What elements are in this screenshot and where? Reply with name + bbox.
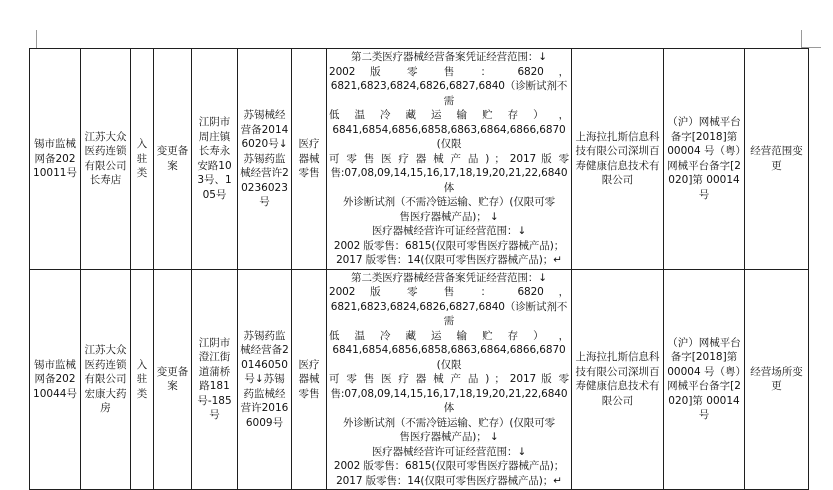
platform-no-cell: （沪）网械平台备字[2018]第 00004 号（粤）网械平台备字[2020]第 00014 号: [664, 269, 745, 490]
scope-line: 医疗器械经营许可证经营范围：↓: [371, 445, 527, 458]
address-cell: 江阴市澄江街道蒲桥路181号-185号: [192, 269, 238, 490]
scope-line: 第二类医疗器械经营备案凭证经营范围：↓: [351, 271, 547, 284]
scope-line: 医疗器械经营许可证经营范围：↓: [371, 225, 527, 237]
platform-cell: 上海拉扎斯信息科技有限公司深圳百寿健康信息技术有限公司: [572, 269, 664, 490]
license-cell: 锡市监械网备20210044号: [30, 269, 81, 490]
type-cell: 入驻类: [131, 49, 154, 270]
scope-line: 外诊断试剂（不需冷链运输、贮存）(仅限可零: [343, 416, 555, 429]
scope-line: 售医疗器械产品)； ↓: [399, 210, 499, 223]
scope-cell: [327, 49, 572, 270]
scope-cell: [327, 269, 572, 490]
company-cell: 江苏大众医药连锁有限公司宏康大药房: [81, 269, 131, 490]
scope-line: 可 零 售 医 疗 器 械 产 品 ) ； 2017 版 零: [329, 152, 569, 165]
platform-cell: 上海拉扎斯信息科技有限公司深圳百寿健康信息技术有限公司: [572, 49, 664, 270]
address-cell: 江阴市周庄镇长寿永安路103号、105号: [192, 49, 238, 270]
scope-line: 6821,6823,6824,6826,6827,6840（诊断试剂不需: [330, 300, 568, 327]
scope-line: 2002 版零售：6815(仅限可零售医疗器械产品)；: [333, 460, 565, 472]
table-row: [30, 49, 809, 270]
category-cell: 医疗器械零售: [292, 269, 327, 490]
scope-line: 低 温 冷 藏 运 输 贮 存 ） ，: [329, 109, 569, 121]
change-cell: 变更备案: [154, 49, 192, 270]
reason-cell: 经营范围变更: [745, 49, 809, 270]
crop-mark-left-v: [36, 30, 37, 48]
scope-line: 售:07,08,09,14,15,16,17,18,19,20,21,22,6840 体: [330, 387, 568, 414]
platform-no-cell: （沪）网械平台备字[2018]第 00004 号（粤）网械平台备字[2020]第 00014 号: [664, 49, 745, 270]
category-cell: 医疗器械零售: [292, 49, 327, 270]
scope-line: 2017 版零售：14(仅限可零售医疗器械产品)；↵: [336, 254, 562, 266]
company-cell: 江苏大众医药连锁有限公司长寿店: [81, 49, 131, 270]
scope-line: 售:07,08,09,14,15,16,17,18,19,20,21,22,6840 体: [330, 167, 568, 194]
scope-line: 2002 版 零 售 ： 6820 ，: [329, 286, 569, 298]
scope-line: 2017 版零售：14(仅限可零售医疗器械产品)；↵: [336, 474, 562, 487]
reason-cell: 经营场所变更: [745, 269, 809, 490]
license-cell: 锡市监械网备20210011号: [30, 49, 81, 270]
scope-line: 6841,6854,6856,6858,6863,6864,6866,6870(仅限: [332, 123, 566, 150]
type-cell: 入驻类: [131, 269, 154, 490]
scope-line: 低 温 冷 藏 运 输 贮 存 ） ，: [329, 329, 569, 342]
scope-line: 第二类医疗器械经营备案凭证经营范围：↓: [351, 51, 547, 63]
scope-line: 售医疗器械产品)； ↓: [399, 431, 499, 443]
record-no-cell: 苏锡械经营备20146020号↓苏锡药监械经营许20236023号: [238, 49, 292, 270]
scope-line: 2002 版 零 售 ： 6820 ，: [329, 65, 569, 78]
record-no-cell: 苏锡药监械经营备20146050号↓苏锡药监械经营许20166009号: [238, 269, 292, 490]
scope-line: 6841,6854,6856,6858,6863,6864,6866,6870(仅限: [332, 344, 566, 371]
scope-line: 可 零 售 医 疗 器 械 产 品 ) ； 2017 版 零: [329, 373, 569, 385]
scope-line: 2002 版零售：6815(仅限可零售医疗器械产品)；: [333, 239, 565, 252]
scope-line: 6821,6823,6824,6826,6827,6840（诊断试剂不需: [330, 80, 568, 107]
table-row: [30, 269, 809, 490]
scope-line: 外诊断试剂（不需冷链运输、贮存）(仅限可零: [343, 196, 555, 208]
filing-table: [29, 48, 809, 490]
crop-mark-right-v: [801, 30, 802, 48]
change-cell: 变更备案: [154, 269, 192, 490]
